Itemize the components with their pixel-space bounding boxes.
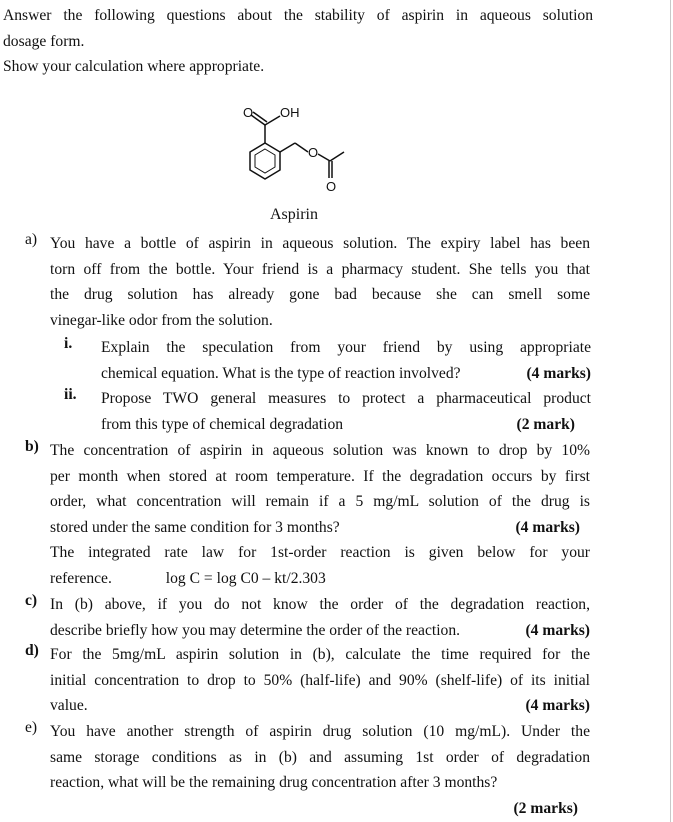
oxygen-label: O [243,105,254,120]
question-b-line-4 [50,515,590,541]
hydroxyl-label: OH [280,105,300,120]
question-e-label: e) [25,719,38,736]
page-edge-line [670,0,671,822]
question-c-marks: (4 marks) [525,621,590,639]
question-a-ii-line-1: Propose TWO general measures to protect a pharmaceutical product [101,390,591,407]
question-a-ii-line-2-text: from this type of chemical degradation [101,415,344,433]
question-c-body [50,592,590,643]
ester-oxygen-label: O [308,145,319,160]
question-e-line-2: same storage conditions as in (b) and assuming 1st order of degradation [50,748,590,766]
question-c-line-1: In (b) above, if you do not know the order of the degradation reaction, [50,596,590,613]
question-b-line-3: order, what concentration will remain if a 5 mg/mL solution of the drug is [50,493,590,510]
question-a-line-1: You have a bottle of aspirin in aqueous solution. The expiry label has been [50,235,590,252]
question-a-ii-marks: (2 mark) [516,415,575,433]
question-b-marks: (4 marks) [515,518,580,536]
question-e-body [50,719,590,821]
question-e-line-3: reaction, what will be the remaining drug concentration after 3 months? [50,774,498,791]
question-d-line-3 [50,693,590,719]
question-e-line-1: You have another strength of aspirin drug solution (10 mg/mL). Under the [50,723,590,740]
aspirin-structure [230,94,370,206]
acetyl-bond [330,152,344,161]
question-b-line-4-text: stored under the same condition for 3 months? [50,518,340,536]
question-a-label: a) [25,231,38,248]
question-a-i-label: i. [64,335,73,352]
question-c-line-2-text: describe briefly how you may determine the order of the reaction. [50,621,461,639]
question-c-label: c) [25,592,38,609]
question-e-marks: (2 marks) [513,799,578,817]
question-d-body [50,642,590,719]
hydroxyl-bond [265,116,280,125]
question-d-line-3-text: value. [50,697,88,714]
intro-line-1: Answer the following questions about the stability of aspirin in aqueous solution [3,7,593,24]
rate-law-formula: log C = log C0 – kt/2.303 [165,569,326,587]
question-b-body [50,438,590,591]
intro-text [3,4,593,81]
question-a-ii-line-2 [101,412,591,438]
question-a-i-line-2 [101,361,591,387]
question-b-label: b) [25,438,39,455]
intro-line-3: Show your calculation where appropriate. [3,58,265,75]
question-a-i-line-2-text: chemical equation. What is the type of reaction involved? [101,364,461,382]
question-a-i-body [101,335,591,386]
question-a-line-4: vinegar-like odor from the solution. [50,311,273,329]
question-b-reference-label: reference. [50,569,112,587]
structure-caption: Aspirin [270,206,318,223]
question-e-marks-line [50,796,590,822]
carbonyl-oxygen-label: O [326,179,337,194]
intro-line-2: dosage form. [3,32,85,50]
ester-bond-3 [318,154,330,161]
benzene-inner-bonds [255,149,275,173]
question-d-line-2: initial concentration to drop to 50% (half-life) and 90% (shelf-life) of its initial [50,671,590,689]
ester-bond-1 [280,143,295,152]
question-d-label: d) [25,642,39,659]
question-b-line-5: The integrated rate law for 1st-order reaction is given below for your [50,544,590,561]
question-a-line-3: the drug solution has already gone bad because she can smell some [50,286,590,303]
question-a-i-marks: (4 marks) [526,364,591,382]
question-b-line-1: The concentration of aspirin in aqueous solution was known to drop by 10% [50,442,590,459]
question-a-i-line-1: Explain the speculation from your friend by using appropriate [101,339,591,356]
question-a-ii-label: ii. [64,386,77,403]
question-c-line-2 [50,618,590,644]
question-a-ii-body [101,386,591,437]
carbonyl-bond-b [253,112,267,122]
question-a-body [50,231,590,333]
question-d-marks: (4 marks) [525,697,590,714]
question-b-line-2: per month when stored at room temperature. If the degradation occurs by first [50,467,590,485]
question-b-line-6 [50,566,590,592]
ester-bond-2 [295,143,308,152]
question-d-line-1: For the 5mg/mL aspirin solution in (b), calculate the time required for the [50,646,590,663]
question-a-line-2: torn off from the bottle. Your friend is a pharmacy student. She tells you that [50,260,590,278]
